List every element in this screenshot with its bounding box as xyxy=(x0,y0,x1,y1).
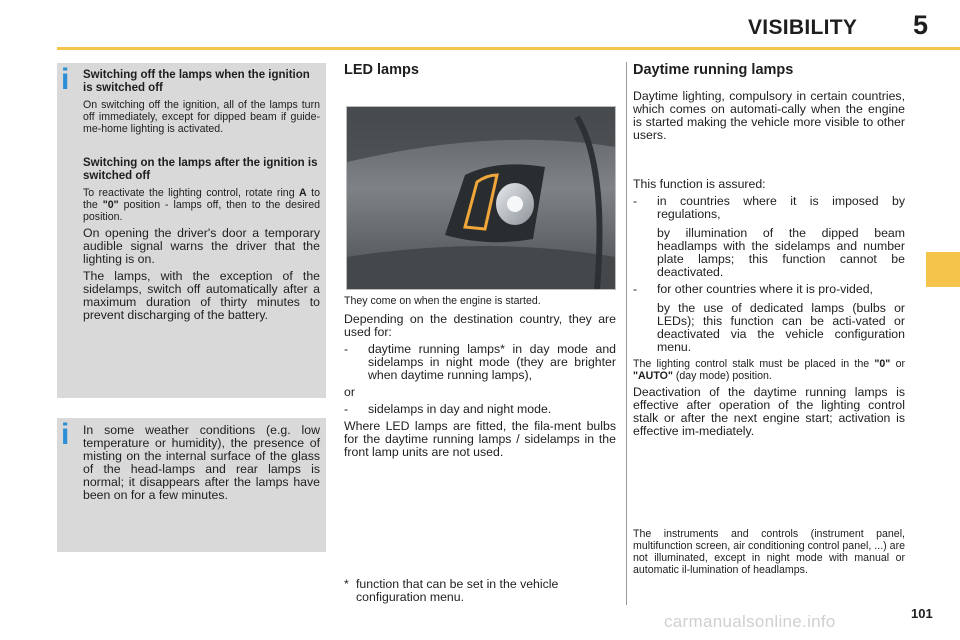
footnote xyxy=(344,578,616,604)
heading-lamps-off: Switching off the lamps when the ignition is switched off xyxy=(83,69,310,94)
text-audible-signal: On opening the driver's door a temporary audible signal warns the driver that the lighting is on. xyxy=(83,226,320,266)
led-caption: They come on when the engine is started. xyxy=(344,295,541,307)
drl-item-other-detail: by the use of dedicated lamps (bulbs or LEDs); this function can be acti-vated or deactivated via the vehicle configuration menu. xyxy=(657,301,905,354)
led-item-drl: - daytime running lamps* in day mode and sidelamps in night mode (they are brighter when daytime running lamps), xyxy=(344,342,616,382)
info-box-lamps-switching xyxy=(57,63,326,398)
drl-title: Daytime running lamps xyxy=(633,62,794,78)
position-zero: "0" xyxy=(102,199,119,211)
column-divider xyxy=(626,62,627,605)
watermark: carmanualsonline.info xyxy=(664,612,836,631)
drl-section xyxy=(633,62,905,442)
page-number: 101 xyxy=(911,606,933,621)
led-closing: Where LED lamps are fitted, the fila-ment bulbs for the daytime running lamps / sidelamps in the front lamp units are not used. xyxy=(344,419,616,459)
drl-stalk-position: The lighting control stalk must be placed in the "0" or "AUTO" (day mode) position. xyxy=(633,358,905,382)
info-icon: i xyxy=(61,63,70,96)
led-or: or xyxy=(344,385,355,399)
led-intro: Depending on the destination country, they are used for: xyxy=(344,312,616,339)
chapter-title: VISIBILITY xyxy=(748,16,858,39)
text-auto-switch-off: The lamps, with the exception of the sidelamps, switch off automatically after a maximum duration of thirty minutes to prevent discharging of the battery. xyxy=(83,269,320,322)
text-lamps-off: On switching off the ignition, all of the lamps turn off immediately, except for dipped beam if guide-me-home lighting is activated. xyxy=(83,99,320,135)
led-lamps-title: LED lamps xyxy=(344,62,419,78)
header-rule xyxy=(57,47,960,50)
led-lamps-section xyxy=(344,62,616,90)
info-icon: i xyxy=(61,418,70,451)
led-headlamp-photo xyxy=(346,106,616,290)
headlamp-illustration xyxy=(347,107,615,289)
text-reactivate: To reactivate the lighting control, rotate ring A to the "0" position - lamps off, then to the desired position. xyxy=(83,187,320,223)
info-box-misting xyxy=(57,418,326,552)
drl-illumination-note: The instruments and controls (instrument panel, multifunction screen, air conditioning control panel, ...) are not illuminated, except in night mode with manual or automatic il-lumination of headlamps. xyxy=(633,528,905,576)
chapter-side-tab xyxy=(926,252,960,287)
text-misting: In some weather conditions (e.g. low temperature or humidity), the presence of misting on the internal surface of the glass of the head-lamps and rear lamps is normal; it disappears after the lamps have been on for a few minutes. xyxy=(83,423,320,502)
led-item-sidelamps: - sidelamps in day and night mode. xyxy=(344,402,552,416)
drl-item-regulations-detail: by illumination of the dipped beam headlamps with the sidelamps and number plate lamps; this function cannot be deactivated. xyxy=(657,226,905,279)
led-lamps-body xyxy=(344,295,616,463)
drl-assured: This function is assured: xyxy=(633,177,766,191)
drl-intro: Daytime lighting, compulsory in certain countries, which comes on automati-cally when the engine is started making the vehicle more visible to other users. xyxy=(633,89,905,142)
ring-label: A xyxy=(299,187,307,199)
drl-deactivation: Deactivation of the daytime running lamps is effective after operation of the lighting control stalk or after the next engine start; activation is effective im-mediately. xyxy=(633,385,905,438)
drl-item-regulations: - in countries where it is imposed by regulations, xyxy=(633,194,905,221)
heading-lamps-on: Switching on the lamps after the ignition is switched off xyxy=(83,157,318,182)
footnote-text: function that can be set in the vehicle configuration menu. xyxy=(356,577,559,604)
drl-item-other: - for other countries where it is pro-vided, xyxy=(633,282,873,296)
footnote-star: * xyxy=(344,577,349,591)
chapter-number: 5 xyxy=(913,10,929,40)
